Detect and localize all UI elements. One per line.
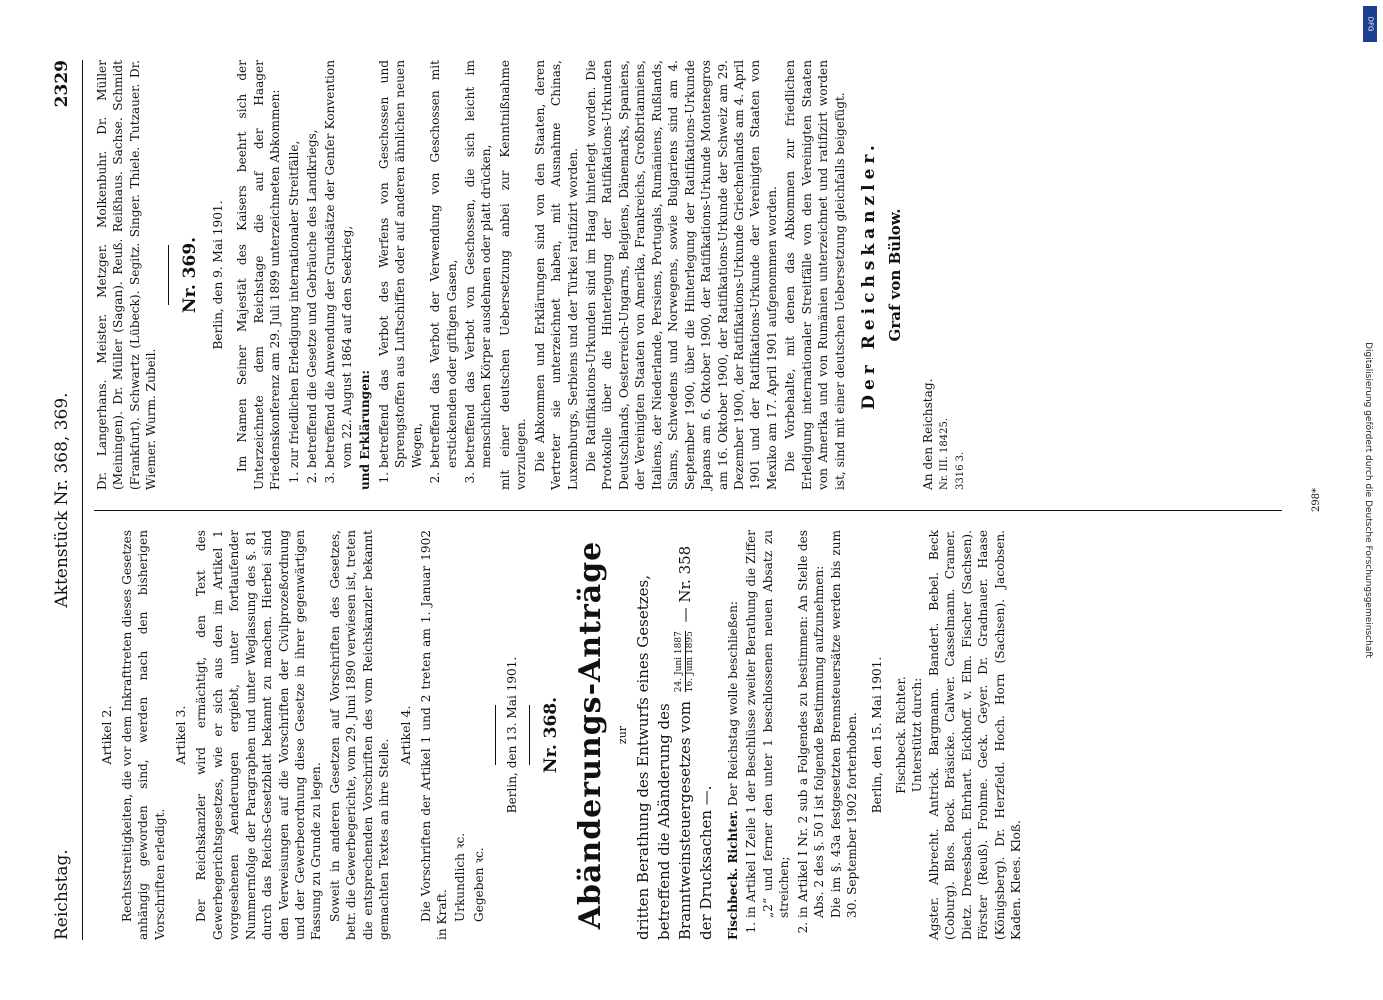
signer-name: Graf von Bülow. [885,208,904,342]
p369-2: mit einer deutschen Uebersetzung anbei zur Kenntnißnahme vorzulegen. [497,60,528,490]
erklaerungen-heading: und Erklärungen: [357,369,372,490]
header-title: Aktenstück Nr. 368, 369. [51,392,72,608]
article-3-p2: Soweit in anderen Gesetzen auf Vorschriften des Gesetzes, betr. die Gewerbegerichte, vom 29. Juni 1890 verwiesen ist, treten die entsprechenden Vorschriften des vom Reichskanzler bekannt gemachten Textes an ihre Stelle. [327,530,391,940]
motion-item-2-quote: Die im §. 43a festgesetzten Brennsteuersätze werden bis zum 30. September 1902 forterhoben. [828,530,859,918]
abkommen-2: 2. betreffend die Gesetze und Gebräuche des Landkriegs, [304,60,320,468]
supporters-continued: Dr. Langerhans. Meister. Metzger. Molkenbuhr. Dr. Müller (Meiningen). Dr. Müller (Sagan). Reuß. Reißhaus. Sachse. Schmidt (Frankfurt). Schwartz (Lübeck). Segitz. Singer. Thiele. Tutzauer. Dr. Wiemer. Wurm. Zubeil. [94,60,158,490]
article-4-text: Die Vorschriften der Artikel 1 und 2 treten am 1. Januar 1902 in Kraft. [418,530,449,940]
article-3-title: Artikel 3. [172,705,188,765]
frac-bottom: 16. Juni 1895 [684,631,695,693]
urkundlich: Urkundlich ꝛc. [452,832,467,922]
title-body-a: dritten Berathung des Entwurfs eines Gesetzes, betreffend die Abänderung des Branntweinsteuergesetzes vom [633,575,694,940]
abkommen-1: 1. zur friedlichen Erledigung internationaler Streitfälle, [285,60,301,468]
title-body-b: — Nr. 358 der Drucksachen —. [675,545,715,940]
p369-4: Die Ratifikations-Urkunden sind im Haag hinterlegt worden. Die Protokolle über die Hinterlegung der Ratifikations-Urkunden Deutschlands, Oesterreich-Ungarns, Belgiens, Dänemarks, Spaniens, der Vereinigten Staaten von Amerika, Frankreichs, Großbritanniens, Italiens, der Niederlande, Persiens, Portugals, Rumäniens, Rußlands, Siams, Schwedens und Norwegens, sowie Bulgariens sind am 4. September 1900, über die Hinterlegung der Ratifikations-Urkunde Japans am 6. Oktober 1900, der Ratifikations-Urkunde Montenegros am 16. Oktober 1900, der Ratifikations-Urkunde der Schweiz am 29. Dezember 1900, der Ratifikations-Urkunde Griechenlands am 4. April 1901 und der Ratifikations-Urkunde der Vereinigten Staaten von Mexiko am 17. April 1901 aufgenommen worden. [583,60,779,490]
separator [528,705,529,765]
gegeben: Gegeben ꝛc. [471,847,486,922]
article-3-p1: Der Reichskanzler wird ermächtigt, den Text des Gewerbegerichtsgesetzes, wie er sich aus den im Artikel 1 vorgesehenen Aenderungen ergiebt, unter fortlaufender Nummernfolge der Paragraphen und unter Weglassung des §. 81 durch das Reichs-Gesetzblatt bekannt zu machen. Hierbei sind den Verweisungen auf die Vorschriften der Civilprozeßordnung und der Gewerbeordnung diese Gesetze in ihrer gegenwärtigen Fassung zu Grunde zu legen. [193,530,323,940]
supporters-list: Agster. Albrecht. Antrick. Bargmann. Bandert. Bebel. Beck (Coburg). Blos. Bock. Bräsicke. Calwer. Casselmann. Cramer. Dietz. Dreesbach. Ehrhart. Eickhoff. v. Elm. Fischer (Sachsen). Förster (Reuß). Frohme. Geck. Geyer. Dr. Gradnauer. Haase (Königsberg). Dr. Herzfeld. Hoch. Horn (Sachsen). Jacobsen. Kaden. Klees. Kloß. [926,530,1023,940]
nr-368-heading: Nr. 368. [540,696,561,774]
page-mark: 298* [1310,487,1322,513]
reference-1: Nr. III. 18425. [938,418,950,490]
article-2-title: Artikel 2. [98,705,114,765]
motion-intro [725,530,741,940]
supported-by: Unterstützt durch: [909,677,924,793]
reference-2: 3316 3. [954,451,966,490]
motion-intro-text: Der Reichstag wolle beschließen: [725,601,740,807]
motion-item-2 [794,530,860,918]
left-column [94,530,1282,940]
digitization-note-text: Digitalisierung gefördert durch die Deutsche Forschungsgemeinschaft [1363,342,1373,658]
nr-369-heading: Nr. 369. [179,236,200,314]
addressee: An den Reichstag. [920,378,935,490]
p369-1: Im Namen Seiner Majestät des Kaisers beehrt sich der Unterzeichnete dem Reichstage die auf der Haager Friedenskonferenz am 29. Juli 1899 unterzeichneten Abkommen: [234,60,282,490]
erklaerung-1: 1. betreffend das Verbot des Werfens von Geschossen und Sprengstoffen aus Luftschiffen oder auf anderen ähnlichen neuen Wegen, [375,60,424,468]
motion-list [743,530,860,940]
header-rule [82,60,83,940]
page-header [52,60,82,940]
zur: zur [615,725,629,745]
header-left: Reichstag. [51,849,72,940]
digitization-note [1357,0,1379,1000]
page-number: 2329 [51,60,72,108]
separator [495,705,496,765]
rotated-page [42,40,1342,960]
article-4-title: Artikel 4. [397,705,413,765]
dateline-1: Berlin, den 13. Mai 1901. [504,656,519,814]
right-column [94,60,1282,490]
dfg-logo [1363,6,1377,42]
p369-3: Die Abkommen und Erklärungen sind von den Staaten, deren Vertreter sie unterzeichnet haben, mit Ausnahme Chinas, Luxemburgs, Serbiens und der Türkei ratifizirt worden. [532,60,580,490]
column-divider [94,510,1282,511]
title-body [632,530,716,940]
frac-top: 24. Juni 1887 [673,631,684,693]
dateline-2: Berlin, den 15. Mai 1901. [869,656,883,814]
dfg-logo-text: DFG [1366,16,1374,32]
motion-item-1: 1. in Artikel I Zeile 1 der Beschlüsse zweiter Berathung die Ziffer „2“ und ferner den unter 1 beschlossenen neuen Absatz zu streichen; [743,530,792,918]
article-2-text: Rechtsstreitigkeiten, die vor dem Inkrafttreten dieses Gesetzes anhängig geworden sind, werden nach den bisherigen Vorschriften erledigt. [119,530,167,940]
abkommen-3: 3. betreffend die Anwendung der Grundsätze der Genfer Konvention vom 22. August 1864 auf den Seekrieg, [322,60,355,468]
motion-item-2-text: in Artikel I Nr. 2 sub a Folgendes zu bestimmen: An Stelle des Abs. 2 des §. 50 I ist folgende Bestimmung aufzunehmen: [795,530,826,918]
erklaerung-2: 2. betreffend das Verbot der Verwendung von Geschossen mit erstickenden oder giftigen Gasen, [427,60,460,468]
document-title: Abänderungs-Anträge [572,540,608,930]
abkommen-list [285,60,355,490]
erklaerungen-list [375,60,494,490]
p369-5: Die Vorbehalte, mit denen das Abkommen zur friedlichen Erledigung internationaler Streitfälle von den Vereinigten Staaten von Amerika und von Rumänien unterzeichnet und ratifizirt worden ist, sind mit einer deutschen Uebersetzung gleichfalls beigefügt. [782,60,847,490]
signers: Fischbeck. Richter. [893,676,908,794]
dateline-369: Berlin, den 9. Mai 1901. [210,200,225,350]
separator [167,245,168,305]
date-fraction [675,631,696,692]
motion-head: Fischbeck. Richter. [725,809,740,940]
erklaerung-3: 3. betreffend das Verbot von Geschossen, die sich leicht im menschlichen Körper ausdehnen oder platt drücken, [461,60,494,468]
signer-title: Der Reichskanzler. [858,140,879,410]
